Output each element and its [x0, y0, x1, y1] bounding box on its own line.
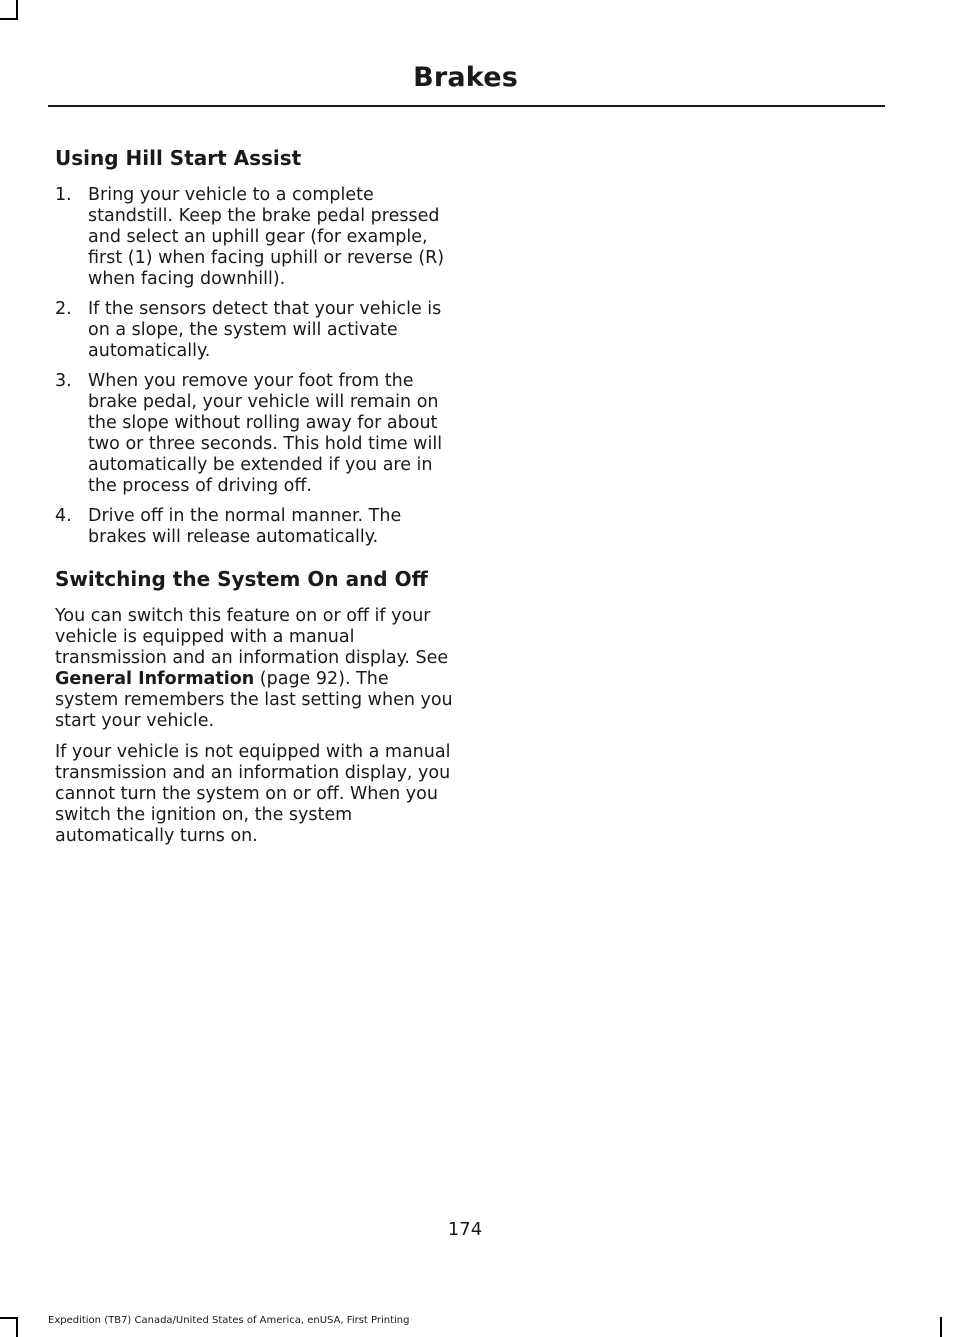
list-item: 2. If the sensors detect that your vehicle is on a slope, the system will activate automatically.: [55, 299, 442, 361]
steps-list: [55, 185, 455, 548]
crop-mark: [16, 0, 18, 20]
crop-mark: [940, 1317, 942, 1337]
section-heading-switching: Switching the System On and Off: [55, 567, 428, 591]
page-header-title: Brakes: [413, 62, 518, 93]
cross-reference-link[interactable]: General Information: [55, 669, 255, 689]
crop-mark: [16, 1317, 18, 1337]
crop-mark: [0, 18, 18, 20]
list-item: 1. Bring your vehicle to a complete standstill. Keep the brake pedal pressed and select an uphill gear (for example, first (1) when facing uphill or reverse (R) when facing downhill).: [55, 185, 445, 289]
list-item: 4. Drive off in the normal manner. The brakes will release automatically.: [55, 506, 402, 547]
page-number: 174: [447, 1219, 483, 1240]
list-item: 3. When you remove your foot from the brake pedal, your vehicle will remain on the slope without rolling away for about two or three seconds. This hold time will automatically be extended if you are in the process of driving off.: [55, 371, 443, 496]
edition-footer: Expedition (TB7) Canada/United States of America, enUSA, First Printing: [48, 1315, 410, 1326]
section-heading-hill-start: Using Hill Start Assist: [55, 146, 302, 170]
header-divider: [48, 105, 885, 107]
crop-mark: [0, 1317, 18, 1319]
paragraph: You can switch this feature on or off if your vehicle is equipped with a manual transmission and an information display. See General Information (page 92). The system remembers the last setting when you start your vehicle.: [55, 606, 453, 731]
paragraph: If your vehicle is not equipped with a manual transmission and an information display, you cannot turn the system on or off. When you switch the ignition on, the system automatically turns on.: [55, 742, 451, 846]
content-column: [55, 145, 455, 857]
